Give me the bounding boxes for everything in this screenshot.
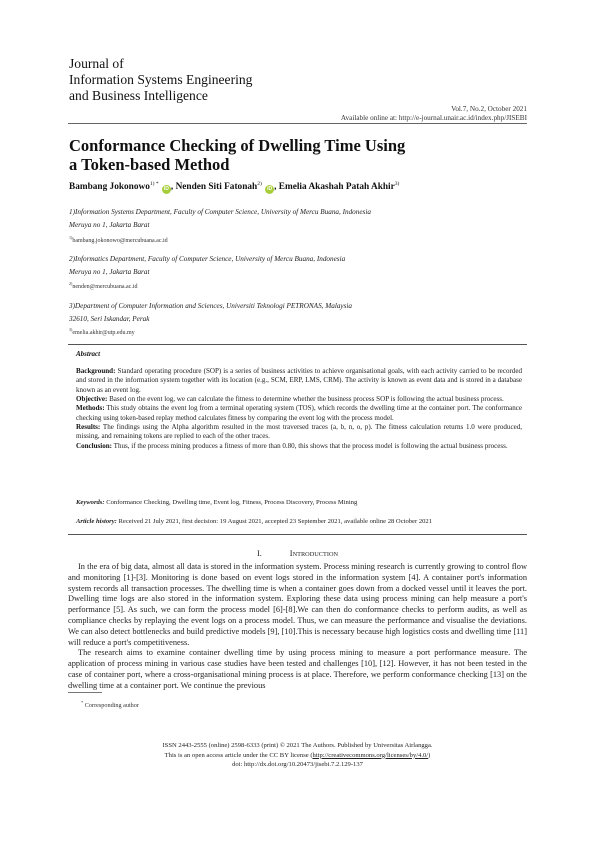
history-label: Article history:: [76, 518, 117, 525]
keywords-text: Conformance Checking, Dwelling time, Event log, Fitness, Process Discovery, Process Mining: [104, 499, 358, 506]
email-mark: 3): [69, 327, 73, 332]
abstract-background: [76, 367, 522, 395]
orcid-icon[interactable]: iD: [163, 186, 169, 193]
section-heading: [0, 549, 595, 558]
affiliation-line: Meruya no 1, Jakarta Barat: [69, 268, 150, 276]
author-name: Bambang Jokonowo: [69, 182, 150, 193]
author-name: Emelia Akashah Patah Akhir: [278, 182, 395, 193]
abstract-results: [76, 423, 522, 442]
affiliation-line: 32610, Seri Iskandar, Perak: [69, 315, 150, 323]
abstract-text: Standard operating procedure (SOP) is a series of business activities to achieve organisational goals, with each activity carried to be recorded and stored in the information system together with its location (e.g., SCM, ERP, LMS, CRM). The activity is known as event data and is stored in a database known as an event log.: [76, 367, 522, 394]
author-affil-mark: 1) *: [149, 181, 159, 187]
affiliation-3: [69, 300, 529, 326]
author-affil-mark: 3): [394, 181, 400, 187]
journal-name: [69, 56, 252, 104]
abstract-text: Thus, if the process mining produces a fitness of more than 0.80, this shows that the process model is following the actual business process.: [112, 441, 508, 450]
issue-info: [341, 105, 527, 123]
author-list: Bambang Jokonowo$^{1) *}$ iD , Nenden Siti Fatonah$^{2)}$ iD , Emelia Akashah Patah Akhir$^{3)}$: [69, 181, 400, 193]
abstract-heading: Abstract: [76, 350, 101, 358]
paragraph: The research aims to examine container dwelling time by using process mining to measure a port performance measure. The application of process mining in various case studies have been tested and challenges [10], [12]. However, it has not been tested in the case of container port, where a cross-organisational mining process is at place. Therefore, we perform conformance checking [13] on the dwelling time at a container port. We continue the previous: [68, 648, 527, 690]
keywords: [76, 499, 522, 506]
article-history: [76, 518, 522, 525]
abstract-body: [76, 367, 522, 451]
affiliation-line: Meruya no 1, Jakarta Barat: [69, 221, 150, 229]
footnote-mark: *: [81, 700, 84, 705]
abstract-label: Conclusion:: [76, 441, 113, 450]
footer-license-text: This is an open access article under the CC BY license (: [164, 751, 313, 759]
email-mark: 1): [69, 235, 73, 240]
author-affil-mark: 2): [257, 181, 262, 187]
license-link[interactable]: http://creativecommons.org/licenses/by/4.0/: [312, 751, 429, 759]
abstract-text: The findings using the Alpha algorithm resulted in the most traversed traces (a, b, n, o, p). The fitness calculation returns 1.0 were produced, missing, and remaining tokens are replied to each of the other traces.: [76, 423, 522, 441]
abstract-conclusion: [76, 442, 522, 451]
footer-license-close: ): [428, 751, 431, 759]
author-email[interactable]: [69, 281, 138, 290]
author-email[interactable]: [69, 235, 168, 244]
footnote: [81, 700, 139, 709]
affiliation-line: 3)Department of Computer Information and Sciences, Universiti Teknologi PETRONAS, Malaysia: [69, 302, 353, 310]
journal-name-line: Journal of: [69, 56, 124, 71]
footer-license: [0, 751, 595, 761]
availability-link[interactable]: Available online at: http://e-journal.unair.ac.id/index.php/JISEBI: [340, 114, 527, 122]
keywords-label: Keywords:: [76, 499, 105, 506]
affiliation-2: [69, 253, 529, 279]
footnote-text: Corresponding author: [83, 702, 139, 710]
section-title-rest: NTRODUCTION: [292, 551, 339, 558]
paper-title: [69, 136, 499, 174]
abstract-text: This study obtains the event log from a terminal operating system (TOS), which records the dwelling time at the container port. The conformance checking using token-based replay method calculates fitness by comparing the event log with the process model.: [76, 404, 522, 422]
email-mark: 2): [69, 281, 73, 286]
volume-text: Vol.7, No.2, October 2021: [451, 105, 527, 113]
footer-issn: ISSN 2443-2555 (online) 2598-6333 (print) © 2021 The Authors. Published by Universitas Airlangga.: [162, 742, 433, 749]
author-email[interactable]: [69, 327, 135, 336]
abstract-label: Methods:: [76, 404, 105, 413]
footnote-rule: [68, 692, 102, 693]
header-divider: [68, 123, 527, 124]
affiliation-1: [69, 206, 529, 232]
section-number: I.: [256, 549, 262, 558]
paragraph: In the era of big data, almost all data is stored in the information system. Process mining research is currently growing to control flow and monitoring [1]-[3]. Monitoring is done based on event logs stored in the information system [4]. A container port's information system records all transaction processes. The dwelling time is when a container goes down from a docked vessel until it leaves the port. Dwelling time logs are also stored in the information system. Exploring these data using process mining can help measure a port's performance [5]. As such, we can form the process model [6]-[8].We can then do conformance checks to perform audits, as well as compliance checks by replaying the event logs on a process model. Thus, we can measure the performance and visualise the deviations. We can also detect bottlenecks and build predictive models [9], [10].This is necessary because high logistics costs and dwelling time [11] will reduce a port's competitiveness.: [68, 562, 527, 647]
abstract-bottom-rule: [68, 534, 527, 535]
author-name: Nenden Siti Fatonah: [175, 182, 258, 193]
abstract-methods: [76, 404, 522, 423]
abstract-label: Objective:: [76, 395, 108, 404]
abstract-label: Results:: [76, 423, 101, 432]
affiliation-line: 1)Information Systems Department, Faculty of Computer Science, University of Mercu Buana, Indonesia: [69, 208, 371, 216]
abstract-objective: [76, 395, 522, 404]
email-text: bambang.jokonowo@mercubuana.ac.id: [72, 238, 168, 244]
abstract-top-rule: [68, 344, 527, 345]
section-title-initial: I: [289, 549, 293, 558]
journal-name-line: and Business Intelligence: [69, 88, 208, 103]
affiliation-line: 2)Informatics Department, Faculty of Computer Science, University of Mercu Buana, Indonesia: [69, 255, 346, 263]
page-footer: [0, 741, 595, 770]
history-text: Received 21 July 2021, first decision: 19 August 2021, accepted 23 September 2021, available online 28 October 2021: [116, 518, 433, 525]
title-line: Conformance Checking of Dwelling Time Using: [69, 136, 406, 155]
email-text: nenden@mercubuana.ac.id: [72, 284, 138, 290]
abstract-label: Background:: [76, 367, 116, 375]
orcid-icon[interactable]: iD: [267, 186, 273, 193]
abstract-text: Based on the event log, we can calculate the fitness to determine whether the business process SOP is following the actual business process.: [107, 395, 504, 404]
introduction-body: [68, 562, 527, 692]
email-text: emelia.akhir@utp.edu.my: [72, 330, 135, 336]
journal-name-line: Information Systems Engineering: [69, 72, 253, 87]
footer-doi[interactable]: doi: http://dx.doi.org/10.20473/jisebi.7.2.129-137: [232, 761, 363, 769]
title-line: a Token-based Method: [69, 155, 230, 174]
